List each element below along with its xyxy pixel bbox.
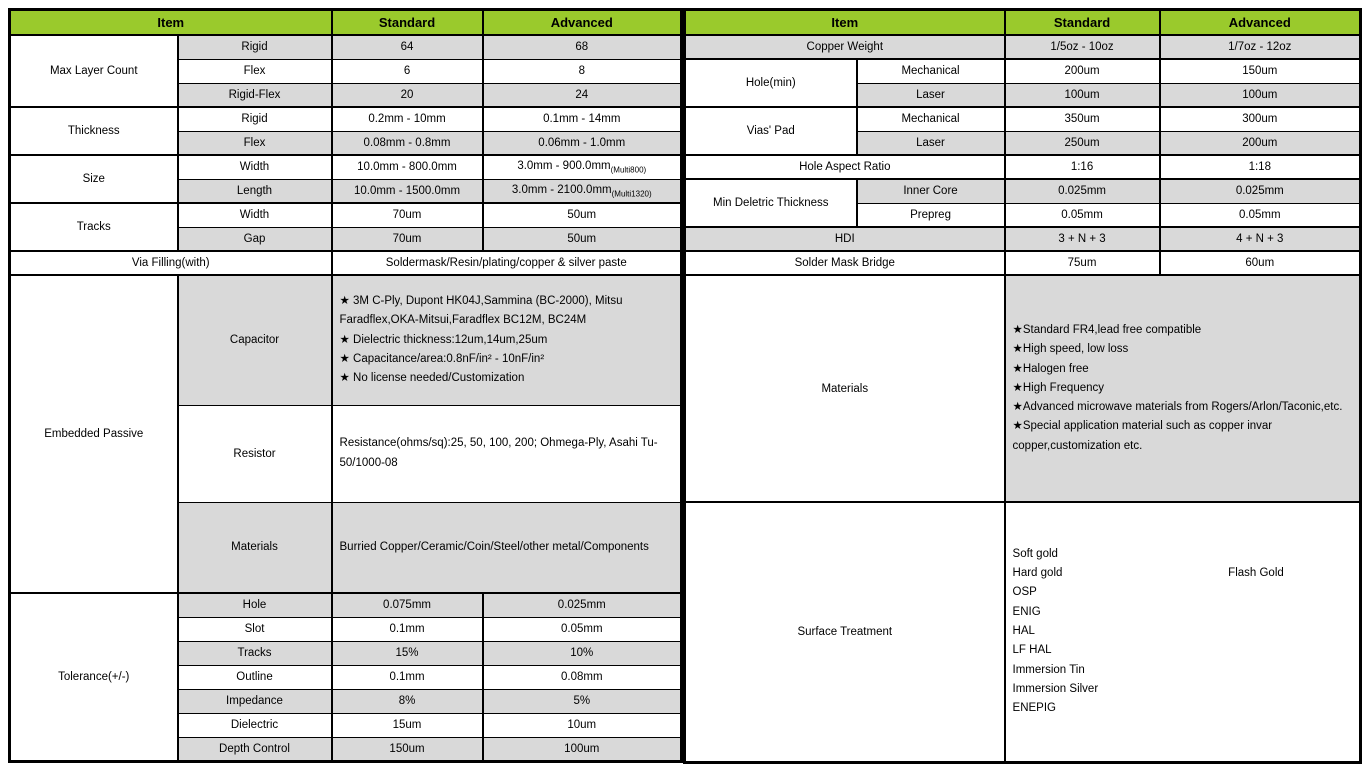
tolerance-outline-standard: 0.1mm: [332, 665, 483, 689]
right-header-advanced: Advanced: [1160, 10, 1361, 36]
hole-min-laser-standard: 100um: [1005, 83, 1160, 107]
thickness-flex-standard: 0.08mm - 0.8mm: [332, 131, 483, 155]
embedded-passive-label: Embedded Passive: [10, 275, 178, 593]
surface-treatment-list: [1013, 545, 1099, 719]
surface-treatment-item: LF HAL: [1012, 644, 1052, 657]
left-header-standard: Standard: [332, 10, 483, 36]
max-layer-flex-name: Flex: [178, 59, 332, 83]
thickness-rigid-standard: 0.2mm - 10mm: [332, 107, 483, 131]
spec-sheet: [8, 8, 1362, 764]
hole-aspect-row: [685, 155, 1361, 179]
copper-weight-row: [685, 35, 1361, 59]
surface-treatment-item: Hard gold: [1012, 567, 1063, 580]
capacitor-line-4: ★ No license needed/Customization: [339, 372, 525, 385]
size-width-row: [10, 155, 682, 179]
surface-treatment-item: Soft gold: [1012, 547, 1058, 560]
thickness-flex-advanced: 0.06mm - 1.0mm: [483, 131, 682, 155]
hole-min-laser-name: Laser: [857, 83, 1005, 107]
size-length-advanced-note: (Multi1320): [611, 188, 652, 198]
tracks-gap-standard: 70um: [332, 227, 483, 251]
hdi-row: [685, 227, 1361, 251]
max-layer-rigid-standard: 64: [332, 35, 483, 59]
right-header-row: [685, 10, 1361, 36]
surface-treatment-item: OSP: [1012, 586, 1037, 599]
vias-pad-mechanical-advanced: 300um: [1160, 107, 1361, 131]
hole-min-mechanical-row: [685, 59, 1361, 83]
min-deletric-inner-standard: 0.025mm: [1005, 179, 1160, 203]
tracks-width-row: [10, 203, 682, 227]
left-header-row: [10, 10, 682, 36]
min-deletric-inner-name: Inner Core: [857, 179, 1005, 203]
tolerance-hole-name: Hole: [178, 593, 332, 617]
tolerance-impedance-name: Impedance: [178, 689, 332, 713]
thickness-rigid-row: [10, 107, 682, 131]
tracks-gap-name: Gap: [178, 227, 332, 251]
max-layer-rigid-advanced: 68: [483, 35, 682, 59]
tolerance-impedance-standard: 8%: [332, 689, 483, 713]
embedded-materials-details: Burried Copper/Ceramic/Coin/Steel/other metal/Components: [332, 502, 682, 593]
left-header-advanced: Advanced: [483, 10, 682, 36]
surface-treatment-extra: Flash Gold: [1228, 566, 1284, 579]
hole-min-laser-advanced: 100um: [1160, 83, 1361, 107]
max-layer-flex-standard: 6: [332, 59, 483, 83]
max-layer-rigid-name: Rigid: [178, 35, 332, 59]
surface-treatment-item: ENEPIG: [1012, 702, 1056, 715]
tolerance-tracks-standard: 15%: [332, 641, 483, 665]
vias-pad-laser-advanced: 200um: [1160, 131, 1361, 155]
embedded-materials-label: Materials: [178, 502, 332, 593]
hole-aspect-standard: 1:16: [1005, 155, 1160, 179]
resistor-details: Resistance(ohms/sq):25, 50, 100, 200; Ohmega-Ply, Asahi Tu-50/1000-08: [332, 405, 682, 502]
vias-pad-label: Vias' Pad: [685, 107, 857, 155]
surface-treatment-columns: [1013, 545, 1353, 719]
size-length-standard: 10.0mm - 1500.0mm: [332, 179, 483, 203]
solder-mask-label: Solder Mask Bridge: [685, 251, 1005, 275]
min-deletric-prepreg-name: Prepreg: [857, 203, 1005, 227]
tolerance-slot-advanced: 0.05mm: [483, 617, 682, 641]
tolerance-outline-name: Outline: [178, 665, 332, 689]
capacitor-details: [332, 275, 682, 405]
surface-treatment-item: Immersion Tin: [1012, 663, 1085, 676]
via-filling-label: Via Filling(with): [10, 251, 332, 275]
materials-details: [1005, 275, 1361, 502]
materials-label: Materials: [685, 275, 1005, 502]
tolerance-depth-advanced: 100um: [483, 737, 682, 761]
size-width-advanced-value: 3.0mm - 900.0mm: [517, 160, 611, 173]
min-deletric-inner-advanced: 0.025mm: [1160, 179, 1361, 203]
tracks-gap-advanced: 50um: [483, 227, 682, 251]
size-width-name: Width: [178, 155, 332, 179]
tracks-label: Tracks: [10, 203, 178, 251]
materials-line-2: ★High speed, low loss: [1012, 343, 1129, 356]
tolerance-slot-standard: 0.1mm: [332, 617, 483, 641]
tracks-width-advanced: 50um: [483, 203, 682, 227]
thickness-label: Thickness: [10, 107, 178, 155]
hdi-advanced: 4 + N + 3: [1160, 227, 1361, 251]
tracks-width-name: Width: [178, 203, 332, 227]
left-spec-table: [8, 8, 683, 763]
tolerance-hole-row: [10, 593, 682, 617]
vias-pad-mechanical-standard: 350um: [1005, 107, 1160, 131]
tolerance-outline-advanced: 0.08mm: [483, 665, 682, 689]
copper-weight-label: Copper Weight: [685, 35, 1005, 59]
thickness-rigid-advanced: 0.1mm - 14mm: [483, 107, 682, 131]
max-layer-flex-advanced: 8: [483, 59, 682, 83]
size-length-advanced: [483, 179, 682, 203]
hole-aspect-advanced: 1:18: [1160, 155, 1361, 179]
hdi-label: HDI: [685, 227, 1005, 251]
surface-treatment-row: [685, 502, 1361, 762]
capacitor-line-2: ★ Dielectric thickness:12um,14um,25um: [339, 333, 548, 346]
right-header-item: Item: [685, 10, 1005, 36]
capacitor-line-1: ★ 3M C-Ply, Dupont HK04J,Sammina (BC-2000), Mitsu Faradflex,OKA-Mitsui,Faradflex BC12M, BC24M: [339, 294, 623, 327]
tolerance-dielectric-name: Dielectric: [178, 713, 332, 737]
min-deletric-prepreg-advanced: 0.05mm: [1160, 203, 1361, 227]
tolerance-hole-advanced: 0.025mm: [483, 593, 682, 617]
thickness-rigid-name: Rigid: [178, 107, 332, 131]
embedded-capacitor-row: [10, 275, 682, 405]
hole-min-mechanical-advanced: 150um: [1160, 59, 1361, 83]
size-width-advanced-note: (Multi800): [610, 165, 647, 175]
max-layer-rigidflex-standard: 20: [332, 83, 483, 107]
size-length-name: Length: [178, 179, 332, 203]
min-deletric-label: Min Deletric Thickness: [685, 179, 857, 227]
materials-line-6: ★Special application material such as copper invar copper,customization etc.: [1012, 420, 1273, 452]
min-deletric-inner-row: [685, 179, 1361, 203]
hole-min-label: Hole(min): [685, 59, 857, 107]
capacitor-line-3: ★ Capacitance/area:0.8nF/in² - 10nF/in²: [339, 352, 545, 365]
tolerance-depth-standard: 150um: [332, 737, 483, 761]
surface-treatment-item: Immersion Silver: [1012, 683, 1099, 696]
solder-mask-row: [685, 251, 1361, 275]
resistor-label: Resistor: [178, 405, 332, 502]
capacitor-label: Capacitor: [178, 275, 332, 405]
tolerance-tracks-name: Tracks: [178, 641, 332, 665]
materials-line-4: ★High Frequency: [1012, 381, 1105, 394]
max-layer-count-label: Max Layer Count: [10, 35, 178, 107]
right-spec-table: [683, 8, 1362, 764]
via-filling-row: [10, 251, 682, 275]
tolerance-hole-standard: 0.075mm: [332, 593, 483, 617]
size-length-advanced-value: 3.0mm - 2100.0mm: [511, 183, 612, 196]
tolerance-slot-name: Slot: [178, 617, 332, 641]
tolerance-dielectric-advanced: 10um: [483, 713, 682, 737]
max-layer-rigidflex-name: Rigid-Flex: [178, 83, 332, 107]
left-header-item: Item: [10, 10, 332, 36]
solder-mask-standard: 75um: [1005, 251, 1160, 275]
tolerance-label: Tolerance(+/-): [10, 593, 178, 761]
min-deletric-prepreg-standard: 0.05mm: [1005, 203, 1160, 227]
tracks-width-standard: 70um: [332, 203, 483, 227]
size-width-standard: 10.0mm - 800.0mm: [332, 155, 483, 179]
materials-row: [685, 275, 1361, 502]
vias-pad-laser-standard: 250um: [1005, 131, 1160, 155]
hole-min-mechanical-standard: 200um: [1005, 59, 1160, 83]
tolerance-depth-name: Depth Control: [178, 737, 332, 761]
copper-weight-standard: 1/5oz - 10oz: [1005, 35, 1160, 59]
surface-treatment-label: Surface Treatment: [685, 502, 1005, 762]
right-header-standard: Standard: [1005, 10, 1160, 36]
copper-weight-advanced: 1/7oz - 12oz: [1160, 35, 1361, 59]
tolerance-tracks-advanced: 10%: [483, 641, 682, 665]
hole-min-mechanical-name: Mechanical: [857, 59, 1005, 83]
materials-line-5: ★Advanced microwave materials from Rogers/Arlon/Taconic,etc.: [1012, 401, 1343, 414]
thickness-flex-name: Flex: [178, 131, 332, 155]
solder-mask-advanced: 60um: [1160, 251, 1361, 275]
vias-pad-laser-name: Laser: [857, 131, 1005, 155]
surface-treatment-item: HAL: [1012, 625, 1035, 638]
max-layer-rigid-row: [10, 35, 682, 59]
tolerance-impedance-advanced: 5%: [483, 689, 682, 713]
tolerance-dielectric-standard: 15um: [332, 713, 483, 737]
size-width-advanced: [483, 155, 682, 179]
surface-treatment-item: ENIG: [1012, 605, 1041, 618]
hole-aspect-label: Hole Aspect Ratio: [685, 155, 1005, 179]
size-label: Size: [10, 155, 178, 203]
materials-line-1: ★Standard FR4,lead free compatible: [1012, 323, 1202, 336]
via-filling-value: Soldermask/Resin/plating/copper & silver paste: [332, 251, 682, 275]
hdi-standard: 3 + N + 3: [1005, 227, 1160, 251]
vias-pad-mechanical-name: Mechanical: [857, 107, 1005, 131]
max-layer-rigidflex-advanced: 24: [483, 83, 682, 107]
vias-pad-mechanical-row: [685, 107, 1361, 131]
surface-treatment-details: [1005, 502, 1361, 762]
materials-line-3: ★Halogen free: [1012, 362, 1089, 375]
